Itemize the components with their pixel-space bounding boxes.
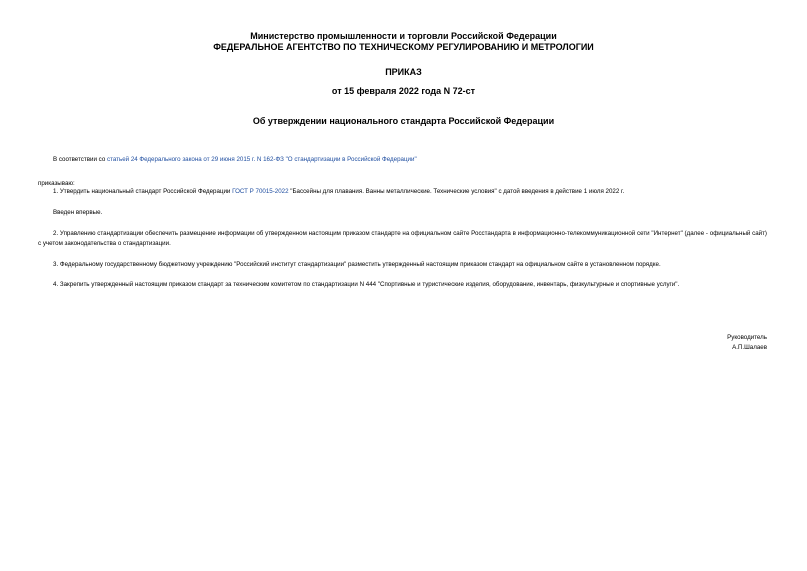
preamble-prefix: В соответствии со — [53, 156, 107, 163]
ministry-name: Министерство промышленности и торговли Российской Федерации — [250, 31, 557, 41]
document-date-number: от 15 февраля 2022 года N 72-ст — [331, 86, 476, 96]
agency-name: ФЕДЕРАЛЬНОЕ АГЕНТСТВО ПО ТЕХНИЧЕСКОМУ РЕГУЛИРОВАНИЮ И МЕТРОЛОГИИ — [213, 42, 594, 52]
gost-standard-link[interactable]: ГОСТ Р 70015-2022 — [232, 188, 289, 195]
signature-position: Руководитель — [727, 334, 767, 341]
document-type: ПРИКАЗ — [385, 67, 422, 77]
item-1-paragraph — [53, 187, 624, 196]
signature-name: А.П.Шалаев — [732, 344, 767, 351]
document-title: Об утверждении национального стандарта Российской Федерации — [252, 116, 555, 126]
item-4-paragraph — [38, 280, 767, 290]
item-1-suffix: "Бассейны для плавания. Ванны металлические. Технические условия" с датой введения в действие 1 июля 2022 г. — [288, 188, 625, 195]
introduced-note: Введен впервые. — [53, 209, 103, 216]
item-1-prefix: 1. Утвердить национальный стандарт Российской Федерации — [53, 188, 233, 195]
item-2-text: 2. Управлению стандартизации обеспечить размещение информации об утвержденном настоящим приказом стандарте на официальном сайте Росстандарта в информационно-телекоммуникационной сети "Интернет" (далее - официальный сайт) с учетом законодательства о стандартизации. — [38, 230, 767, 247]
preamble-paragraph — [53, 155, 417, 164]
item-4-text: 4. Закрепить утвержденный настоящим приказом стандарт за техническим комитетом по стандартизации N 444 "Спортивные и туристические изделия, оборудование, инвентарь, физкультурные и спортивные услуги". — [53, 281, 680, 288]
federal-law-link[interactable]: статьей 24 Федерального закона от 29 июня 2015 г. N 162-ФЗ "О стандартизации в Российской Федерации" — [106, 156, 417, 163]
order-word: приказываю: — [38, 180, 75, 187]
item-3-paragraph: 3. Федеральному государственному бюджетному учреждению "Российский институт стандартизации" разместить утвержденный настоящим приказом стандарт на официальном сайте в установленном порядке. — [53, 261, 661, 268]
item-2-paragraph — [38, 229, 767, 249]
